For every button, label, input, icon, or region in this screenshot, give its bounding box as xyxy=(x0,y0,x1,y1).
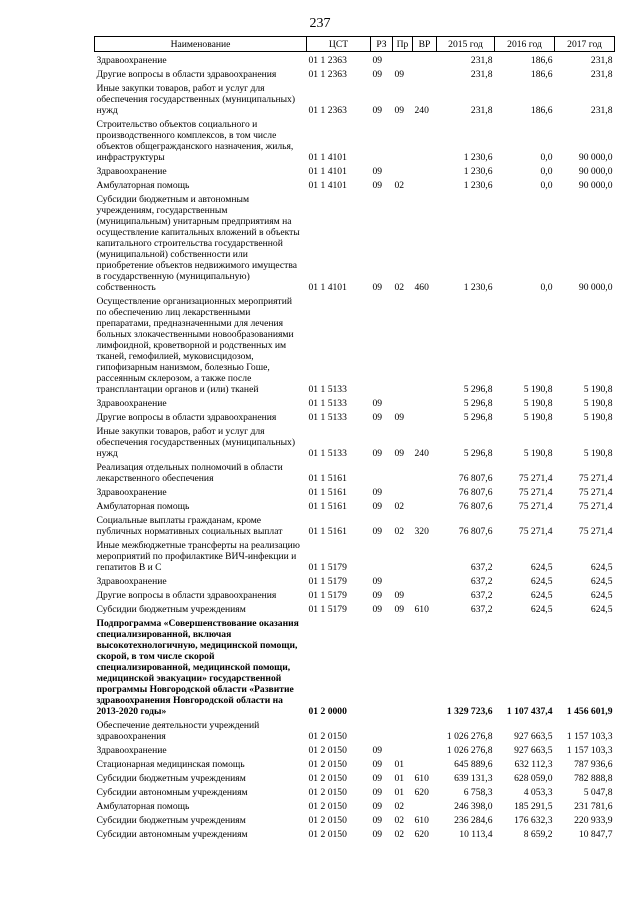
row-pr xyxy=(393,537,413,573)
row-rz: 09 xyxy=(372,69,383,80)
row-cst: 01 1 4101 xyxy=(308,282,347,293)
row-pr xyxy=(393,52,413,67)
row-2016: 0,0 xyxy=(540,282,553,293)
row-2015: 645 889,6 xyxy=(454,759,493,770)
row-2016: 927 663,5 xyxy=(514,731,553,742)
row-pr: 01 xyxy=(394,759,405,770)
row-rz: 09 xyxy=(372,166,383,177)
row-name: Здравоохранение xyxy=(96,745,167,756)
table-row xyxy=(95,587,615,601)
row-2017: 1 456 601,9 xyxy=(566,706,613,717)
row-cst: 01 2 0150 xyxy=(308,759,347,770)
row-vr: 610 xyxy=(414,773,429,784)
row-name: Стационарная медицинская помощь xyxy=(96,759,245,770)
row-2017: 5 190,8 xyxy=(583,384,613,395)
row-2016: 75 271,4 xyxy=(518,501,553,512)
row-2017: 90 000,0 xyxy=(578,166,613,177)
row-pr xyxy=(393,459,413,484)
row-2015: 5 296,8 xyxy=(463,398,493,409)
row-name: Субсидии бюджетным учреждениям xyxy=(96,815,246,826)
row-2015: 76 807,6 xyxy=(458,501,493,512)
row-2017: 624,5 xyxy=(590,590,613,601)
table-row xyxy=(95,826,615,840)
row-pr xyxy=(393,615,413,717)
row-2015: 637,2 xyxy=(470,562,493,573)
row-pr: 02 xyxy=(394,815,405,826)
row-2017: 231,8 xyxy=(590,55,613,66)
row-2016: 624,5 xyxy=(530,576,553,587)
table-row xyxy=(95,498,615,512)
row-2017: 75 271,4 xyxy=(578,487,613,498)
row-rz: 09 xyxy=(372,815,383,826)
row-2017: 75 271,4 xyxy=(578,501,613,512)
row-name: Другие вопросы в области здравоохранения xyxy=(96,590,277,601)
row-vr: 460 xyxy=(414,282,429,293)
row-name: Субсидии бюджетным и автономным учреждениям, государственным (муниципальным) унитарным предприятиям на осуществление капитальных вложений в объекты капитального строительства государственной (муниципальной) собственности или приобретение объектов недвижимого имущества в государственную (муниципальную) собственность xyxy=(96,194,300,293)
row-2015: 10 113,4 xyxy=(459,829,493,840)
table-body xyxy=(95,52,615,841)
row-rz: 09 xyxy=(372,787,383,798)
row-2015: 1 230,6 xyxy=(463,166,493,177)
table-row xyxy=(95,717,615,742)
row-rz: 09 xyxy=(372,773,383,784)
row-name: Субсидии автономным учреждениям xyxy=(96,787,248,798)
row-name: Строительство объектов социального и производственного комплексов, в том числе объектов общегражданского назначения, жилья, инфраструктуры xyxy=(96,119,294,163)
table-row xyxy=(95,116,615,163)
row-pr: 02 xyxy=(394,801,405,812)
row-2016: 5 190,8 xyxy=(523,412,553,423)
row-2017: 5 047,8 xyxy=(583,787,613,798)
table-row xyxy=(95,573,615,587)
row-name: Обеспечение деятельности учреждений здравоохранения xyxy=(96,720,260,742)
table-row xyxy=(95,812,615,826)
row-2016: 5 190,8 xyxy=(523,448,553,459)
header-cst: ЦСТ xyxy=(307,37,371,52)
table-row xyxy=(95,52,615,67)
row-pr: 02 xyxy=(394,526,405,537)
row-cst: 01 1 5161 xyxy=(308,501,347,512)
row-cst: 01 1 4101 xyxy=(308,180,347,191)
row-2015: 1 230,6 xyxy=(463,282,493,293)
row-vr: 240 xyxy=(414,105,429,116)
row-2017: 10 847,7 xyxy=(578,829,613,840)
row-2017: 231,8 xyxy=(590,105,613,116)
header-2015: 2015 год xyxy=(437,37,495,52)
row-pr xyxy=(393,717,413,742)
row-name: Субсидии автономным учреждениям xyxy=(96,829,248,840)
row-2017: 624,5 xyxy=(590,604,613,615)
row-2015: 1 026 276,8 xyxy=(446,745,493,756)
row-2016: 0,0 xyxy=(540,152,553,163)
row-2016: 624,5 xyxy=(530,590,553,601)
table-row xyxy=(95,177,615,191)
row-2016: 1 107 437,4 xyxy=(506,706,553,717)
row-cst: 01 1 4101 xyxy=(308,152,347,163)
row-pr xyxy=(393,395,413,409)
row-name: Здравоохранение xyxy=(96,487,167,498)
row-rz: 09 xyxy=(372,829,383,840)
row-2015: 231,8 xyxy=(470,105,493,116)
row-2017: 75 271,4 xyxy=(578,473,613,484)
row-2016: 75 271,4 xyxy=(518,487,553,498)
row-cst: 01 2 0150 xyxy=(308,801,347,812)
row-name: Иные закупки товаров, работ и услуг для обеспечения государственных (муниципальных) нужд xyxy=(96,426,296,459)
row-vr: 320 xyxy=(414,526,429,537)
table-row xyxy=(95,615,615,717)
row-rz: 09 xyxy=(372,745,383,756)
header-2016: 2016 год xyxy=(495,37,555,52)
row-2015: 6 758,3 xyxy=(463,787,493,798)
row-vr xyxy=(413,615,437,717)
table-row xyxy=(95,163,615,177)
row-cst: 01 1 5161 xyxy=(308,487,347,498)
row-cst: 01 2 0150 xyxy=(308,731,347,742)
row-pr: 09 xyxy=(394,604,405,615)
row-2017: 231 781,6 xyxy=(574,801,613,812)
row-2015: 639 131,3 xyxy=(454,773,493,784)
row-name: Амбулаторная помощь xyxy=(96,801,190,812)
table-row xyxy=(95,770,615,784)
row-vr xyxy=(413,116,437,163)
row-rz xyxy=(371,615,393,717)
row-2016: 4 053,3 xyxy=(523,787,553,798)
table-row xyxy=(95,191,615,293)
row-cst: 01 1 5133 xyxy=(308,448,347,459)
row-name: Здравоохранение xyxy=(96,166,167,177)
table-row xyxy=(95,66,615,80)
row-name: Субсидии бюджетным учреждениям xyxy=(96,773,246,784)
row-vr xyxy=(413,537,437,573)
row-cst: 01 1 5179 xyxy=(308,576,347,587)
row-2017: 1 157 103,3 xyxy=(566,731,613,742)
row-cst: 01 2 0150 xyxy=(308,773,347,784)
row-2017: 90 000,0 xyxy=(578,180,613,191)
row-vr xyxy=(413,395,437,409)
row-pr xyxy=(393,293,413,395)
row-2016: 624,5 xyxy=(530,604,553,615)
row-cst: 01 2 0150 xyxy=(308,829,347,840)
row-rz xyxy=(371,459,393,484)
row-pr: 01 xyxy=(394,773,405,784)
row-cst: 01 1 5161 xyxy=(308,526,347,537)
row-pr xyxy=(393,116,413,163)
page-number: 237 xyxy=(309,16,331,31)
row-2017: 624,5 xyxy=(590,576,613,587)
row-vr xyxy=(413,52,437,67)
row-vr: 240 xyxy=(414,448,429,459)
row-cst: 01 1 5179 xyxy=(308,604,347,615)
row-name: Реализация отдельных полномочий в области лекарственного обеспечения xyxy=(96,462,283,484)
row-pr: 02 xyxy=(394,282,405,293)
row-rz: 09 xyxy=(372,487,383,498)
row-2017: 220 933,9 xyxy=(574,815,613,826)
row-cst: 01 2 0150 xyxy=(308,787,347,798)
row-2015: 5 296,8 xyxy=(463,384,493,395)
row-cst: 01 1 2363 xyxy=(308,105,347,116)
row-2016: 75 271,4 xyxy=(518,526,553,537)
row-pr: 09 xyxy=(394,412,405,423)
row-vr xyxy=(413,742,437,756)
row-rz: 09 xyxy=(372,604,383,615)
row-cst: 01 1 4101 xyxy=(308,166,347,177)
table-row xyxy=(95,756,615,770)
row-2016: 624,5 xyxy=(530,562,553,573)
row-cst: 01 1 5179 xyxy=(308,590,347,601)
row-name: Амбулаторная помощь xyxy=(96,180,190,191)
row-name: Здравоохранение xyxy=(96,576,167,587)
row-name: Другие вопросы в области здравоохранения xyxy=(96,412,277,423)
row-2016: 186,6 xyxy=(530,69,553,80)
table-row xyxy=(95,80,615,116)
row-2017: 5 190,8 xyxy=(583,448,613,459)
row-pr: 09 xyxy=(394,69,405,80)
header-name: Наименование xyxy=(95,37,307,52)
row-cst: 01 1 5161 xyxy=(308,473,347,484)
table-row xyxy=(95,395,615,409)
row-name: Подпрограмма «Совершенствование оказания специализированной, включая высокотехнологичную, медицинской помощи, скорой, в том числе скорой специализированной, медицинской помощи, медицинской эвакуации» государственной программы Новгородской области «Развитие здравоохранения Новгородской области на 2013-2020 годы» xyxy=(96,618,299,717)
row-2016: 8 659,2 xyxy=(523,829,553,840)
row-2015: 231,8 xyxy=(470,55,493,66)
row-2016: 186,6 xyxy=(530,55,553,66)
row-vr xyxy=(413,409,437,423)
row-2015: 637,2 xyxy=(470,576,493,587)
row-vr xyxy=(413,573,437,587)
row-vr xyxy=(413,498,437,512)
row-2017: 1 157 103,3 xyxy=(566,745,613,756)
row-pr: 01 xyxy=(394,787,405,798)
header-pr: Пр xyxy=(393,37,413,52)
row-cst: 01 1 5179 xyxy=(308,562,347,573)
row-2016: 5 190,8 xyxy=(523,398,553,409)
row-2015: 246 398,0 xyxy=(454,801,493,812)
row-cst: 01 1 2363 xyxy=(308,55,347,66)
row-name: Здравоохранение xyxy=(96,398,167,409)
table-row xyxy=(95,512,615,537)
row-rz: 09 xyxy=(372,105,383,116)
row-rz: 09 xyxy=(372,398,383,409)
row-2017: 90 000,0 xyxy=(578,282,613,293)
row-rz: 09 xyxy=(372,282,383,293)
row-2017: 624,5 xyxy=(590,562,613,573)
row-pr: 09 xyxy=(394,448,405,459)
row-cst: 01 2 0150 xyxy=(308,815,347,826)
row-2015: 76 807,6 xyxy=(458,473,493,484)
row-vr: 620 xyxy=(414,787,429,798)
row-2015: 5 296,8 xyxy=(463,412,493,423)
row-name: Осуществление организационных мероприятий по обеспечению лиц лекарственными препаратами, предназначенными для лечения больных злокачественными новообразованиями лимфоидной, кроветворной и родственных им тканей, гемофилией, муковисцидозом, гипофизарным нанизмом, болезнью Гоше, рассеянным склерозом, а также после трансплантации органов и (или) тканей xyxy=(96,296,294,395)
row-pr xyxy=(393,742,413,756)
row-rz: 09 xyxy=(372,448,383,459)
row-2016: 75 271,4 xyxy=(518,473,553,484)
budget-table xyxy=(94,36,615,840)
row-cst: 01 1 2363 xyxy=(308,69,347,80)
row-name: Социальные выплаты гражданам, кроме публичных нормативных социальных выплат xyxy=(96,515,283,537)
row-vr xyxy=(413,756,437,770)
row-2015: 231,8 xyxy=(470,69,493,80)
table-header xyxy=(95,37,615,52)
row-rz: 09 xyxy=(372,412,383,423)
row-name: Иные межбюджетные трансферты на реализацию мероприятий по профилактике ВИЧ-инфекции и гепатитов В и С xyxy=(96,540,300,573)
row-vr xyxy=(413,293,437,395)
row-vr xyxy=(413,484,437,498)
row-rz xyxy=(371,293,393,395)
row-vr: 620 xyxy=(414,829,429,840)
table-row xyxy=(95,423,615,459)
row-rz: 09 xyxy=(372,801,383,812)
row-2016: 176 632,3 xyxy=(514,815,553,826)
row-cst: 01 1 5133 xyxy=(308,412,347,423)
header-vr: ВР xyxy=(413,37,437,52)
row-2015: 236 284,6 xyxy=(454,815,493,826)
row-pr: 02 xyxy=(394,501,405,512)
row-2017: 787 936,6 xyxy=(574,759,613,770)
table-row xyxy=(95,484,615,498)
row-2015: 1 230,6 xyxy=(463,152,493,163)
row-vr: 610 xyxy=(414,604,429,615)
table-row xyxy=(95,409,615,423)
row-cst: 01 1 5133 xyxy=(308,384,347,395)
row-2016: 632 112,3 xyxy=(514,759,553,770)
row-pr xyxy=(393,573,413,587)
row-2015: 1 230,6 xyxy=(463,180,493,191)
row-name: Здравоохранение xyxy=(96,55,167,66)
row-rz xyxy=(371,717,393,742)
row-2015: 5 296,8 xyxy=(463,448,493,459)
table-row xyxy=(95,459,615,484)
row-pr: 09 xyxy=(394,105,405,116)
row-vr xyxy=(413,717,437,742)
header-rz: РЗ xyxy=(371,37,393,52)
table-row xyxy=(95,537,615,573)
row-2017: 5 190,8 xyxy=(583,412,613,423)
row-rz: 09 xyxy=(372,180,383,191)
row-vr xyxy=(413,163,437,177)
row-rz: 09 xyxy=(372,501,383,512)
row-2016: 927 663,5 xyxy=(514,745,553,756)
row-2015: 637,2 xyxy=(470,590,493,601)
row-pr: 02 xyxy=(394,829,405,840)
row-2016: 185 291,5 xyxy=(514,801,553,812)
row-2015: 76 807,6 xyxy=(458,526,493,537)
row-rz: 09 xyxy=(372,759,383,770)
row-pr xyxy=(393,163,413,177)
row-2017: 75 271,4 xyxy=(578,526,613,537)
row-2016: 5 190,8 xyxy=(523,384,553,395)
row-cst: 01 2 0150 xyxy=(308,745,347,756)
row-rz: 09 xyxy=(372,590,383,601)
row-vr: 610 xyxy=(414,815,429,826)
row-rz xyxy=(371,537,393,573)
table-row xyxy=(95,798,615,812)
row-vr xyxy=(413,798,437,812)
row-2017: 90 000,0 xyxy=(578,152,613,163)
row-rz: 09 xyxy=(372,576,383,587)
table-row xyxy=(95,293,615,395)
row-rz: 09 xyxy=(372,526,383,537)
row-pr xyxy=(393,484,413,498)
row-cst: 01 2 0000 xyxy=(308,706,347,717)
row-name: Амбулаторная помощь xyxy=(96,501,190,512)
row-vr xyxy=(413,587,437,601)
row-rz: 09 xyxy=(372,55,383,66)
row-2016: 628 059,0 xyxy=(514,773,553,784)
table-row xyxy=(95,742,615,756)
row-2017: 5 190,8 xyxy=(583,398,613,409)
row-name: Субсидии бюджетным учреждениям xyxy=(96,604,246,615)
row-2015: 1 026 276,8 xyxy=(446,731,493,742)
row-2015: 76 807,6 xyxy=(458,487,493,498)
row-2016: 0,0 xyxy=(540,166,553,177)
row-vr xyxy=(413,177,437,191)
row-pr: 02 xyxy=(394,180,405,191)
row-2015: 1 329 723,6 xyxy=(446,706,493,717)
row-2016: 186,6 xyxy=(530,105,553,116)
table-row xyxy=(95,784,615,798)
row-pr: 09 xyxy=(394,590,405,601)
row-vr xyxy=(413,459,437,484)
row-2015: 637,2 xyxy=(470,604,493,615)
header-2017: 2017 год xyxy=(555,37,615,52)
row-2017: 782 888,8 xyxy=(574,773,613,784)
row-name: Другие вопросы в области здравоохранения xyxy=(96,69,277,80)
row-2017: 231,8 xyxy=(590,69,613,80)
table-row xyxy=(95,601,615,615)
row-2016: 0,0 xyxy=(540,180,553,191)
row-name: Иные закупки товаров, работ и услуг для обеспечения государственных (муниципальных) нужд xyxy=(96,83,296,116)
row-vr xyxy=(413,66,437,80)
row-cst: 01 1 5133 xyxy=(308,398,347,409)
row-rz xyxy=(371,116,393,163)
